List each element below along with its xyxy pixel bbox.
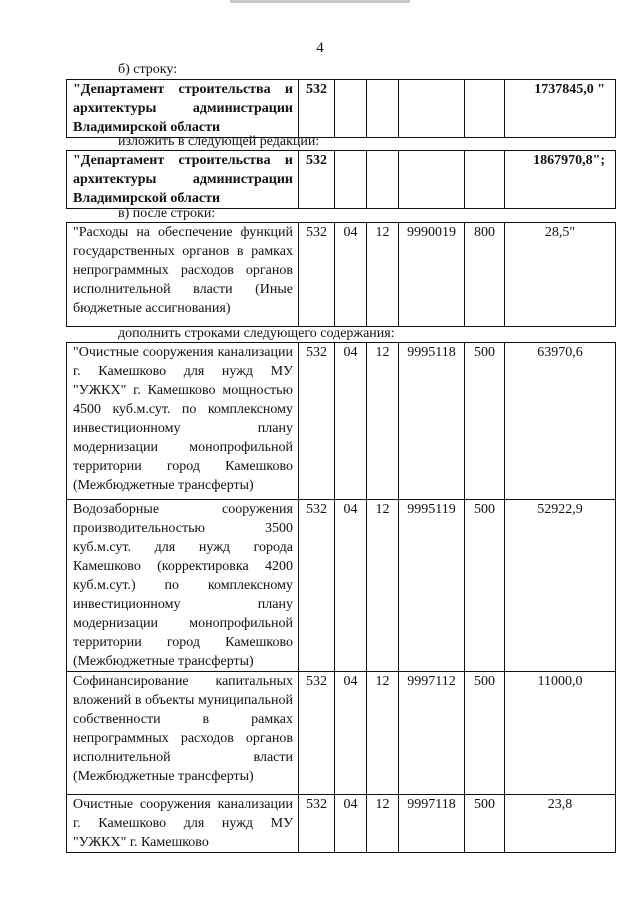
budget-table xyxy=(66,342,616,853)
budget-table xyxy=(66,79,616,138)
row-rz: 04 xyxy=(335,795,367,853)
row-code: 532 xyxy=(299,151,335,209)
row-amount: 23,8 xyxy=(505,795,616,853)
row-pr: 12 xyxy=(367,223,399,327)
row-pr: 12 xyxy=(367,672,399,795)
row-pr xyxy=(367,151,399,209)
row-code: 532 xyxy=(299,672,335,795)
row-amount: 11000,0 xyxy=(505,672,616,795)
row-rz: 04 xyxy=(335,500,367,672)
row-pr: 12 xyxy=(367,795,399,853)
table-row xyxy=(67,795,616,853)
row-name: "Департамент строительства и архитектуры администрации Владимирской области xyxy=(67,80,299,138)
row-csr: 9997112 xyxy=(399,672,465,795)
row-name: "Департамент строительства и архитектуры администрации Владимирской области xyxy=(67,151,299,209)
row-vr: 500 xyxy=(465,343,505,500)
row-csr: 9995118 xyxy=(399,343,465,500)
row-vr: 500 xyxy=(465,500,505,672)
row-amount: 1737845,0 " xyxy=(505,80,616,138)
row-pr xyxy=(367,80,399,138)
row-pr: 12 xyxy=(367,500,399,672)
row-csr xyxy=(399,80,465,138)
row-vr xyxy=(465,151,505,209)
budget-table xyxy=(66,222,616,327)
page-number: 4 xyxy=(316,40,324,56)
table-row xyxy=(67,151,616,209)
row-csr xyxy=(399,151,465,209)
section-intro: дополнить строками следующего содержания: xyxy=(118,326,395,341)
row-pr: 12 xyxy=(367,343,399,500)
row-csr: 9995119 xyxy=(399,500,465,672)
row-vr xyxy=(465,80,505,138)
row-code: 532 xyxy=(299,795,335,853)
row-name: "Очистные сооружения канализации г. Камешково для нужд МУ "УЖКХ" г. Камешково мощностью 4500 куб.м.сут. по комплексному инвестиционному плану модернизации монопрофильной территории город Камешково (Межбюджетные трансферты) xyxy=(67,343,299,500)
table-row xyxy=(67,223,616,327)
row-name: "Расходы на обеспечение функций государственных органов в рамках непрограммных расходов органов исполнительной власти (Иные бюджетные ассигнования) xyxy=(67,223,299,327)
row-amount: 1867970,8"; xyxy=(505,151,616,209)
row-name: Очистные сооружения канализации г. Камешково для нужд МУ "УЖКХ" г. Камешково xyxy=(67,795,299,853)
row-amount: 28,5" xyxy=(505,223,616,327)
table-row xyxy=(67,672,616,795)
row-amount: 52922,9 xyxy=(505,500,616,672)
row-rz: 04 xyxy=(335,223,367,327)
row-rz: 04 xyxy=(335,343,367,500)
row-rz xyxy=(335,151,367,209)
row-vr: 800 xyxy=(465,223,505,327)
scan-artifact xyxy=(230,0,410,3)
row-vr: 500 xyxy=(465,672,505,795)
row-vr: 500 xyxy=(465,795,505,853)
row-csr: 9990019 xyxy=(399,223,465,327)
section-intro: б) строку: xyxy=(118,62,178,77)
table-row xyxy=(67,80,616,138)
row-csr: 9997118 xyxy=(399,795,465,853)
section-intro: изложить в следующей редакции: xyxy=(118,134,320,149)
table-row xyxy=(67,343,616,500)
row-code: 532 xyxy=(299,343,335,500)
row-rz: 04 xyxy=(335,672,367,795)
budget-table xyxy=(66,150,616,209)
row-code: 532 xyxy=(299,223,335,327)
row-name: Софинансирование капитальных вложений в объекты муниципальной собственности в рамках непрограммных расходов органов исполнительной власти (Межбюджетные трансферты) xyxy=(67,672,299,795)
row-amount: 63970,6 xyxy=(505,343,616,500)
section-intro: в) после строки: xyxy=(118,206,216,221)
row-rz xyxy=(335,80,367,138)
row-code: 532 xyxy=(299,500,335,672)
row-name: Водозаборные сооружения производительностью 3500 куб.м.сут. для нужд города Камешково (корректировка 4200 куб.м.сут.) по комплексному инвестиционному плану модернизации монопрофильной территории город Камешково (Межбюджетные трансферты) xyxy=(67,500,299,672)
row-code: 532 xyxy=(299,80,335,138)
table-row xyxy=(67,500,616,672)
